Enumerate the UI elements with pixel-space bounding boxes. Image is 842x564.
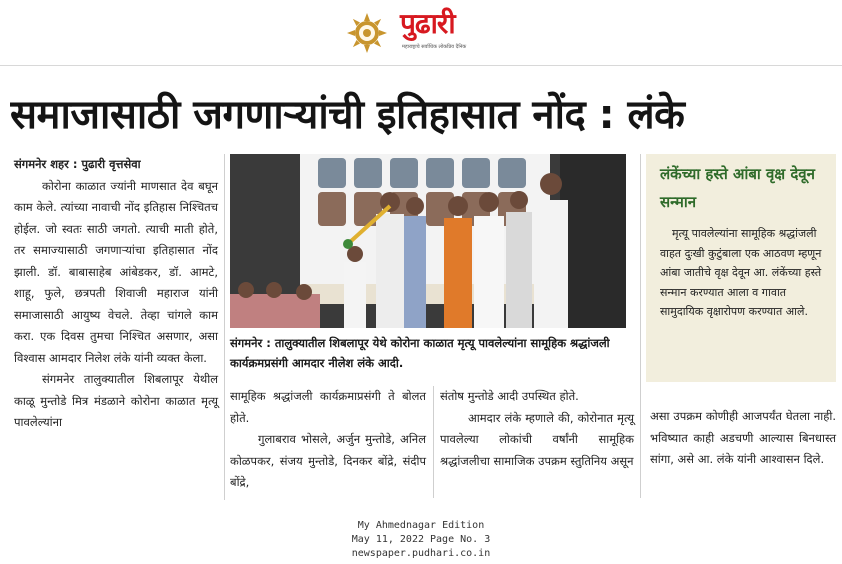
sidebar-box-title: लंकेंच्या हस्ते आंबा वृक्ष देवून सन्मान — [660, 165, 815, 211]
edition-name: My Ahmednagar Edition — [357, 520, 485, 531]
dateline: संगमनेर शहर : पुढारी वृत्तसेवा — [14, 157, 141, 171]
paragraph: संतोष मुन्तोडे आदी उपस्थित होते. — [440, 389, 579, 403]
column-divider — [640, 154, 641, 498]
sidebar-box — [646, 154, 836, 382]
article-column-2 — [230, 386, 426, 494]
paragraph: संगमनेर तालुक्यातील शिबलापूर येथील काळू मुन्तोडे मित्र मंडळाने कोरोना काळात मृत्यू पावलेल्यांना — [14, 372, 218, 429]
paragraph: सामूहिक श्रद्धांजली कार्यक्रमाप्रसंगी ते बोलत होते. — [230, 389, 426, 425]
paragraph: आमदार लंके म्हणाले की, कोरोनात मृत्यू पावलेल्या लोकांची वर्षांनी सामूहिक श्रद्धांजलीचा सामाजिक उपक्रम स्तुतिनिय असून — [440, 410, 634, 468]
article-column-3 — [440, 386, 634, 472]
event-photo — [230, 154, 626, 328]
article-column-4 — [650, 406, 836, 471]
column-divider — [433, 386, 434, 498]
edition-site: newspaper.pudhari.co.in — [351, 548, 491, 559]
event-photo-icon — [230, 154, 626, 328]
edition-date-page: May 11, 2022 Page No. 3 — [351, 534, 491, 545]
article-column-1 — [14, 154, 218, 434]
edition-footer — [0, 519, 842, 561]
masthead — [0, 0, 842, 66]
photo-caption: संगमनेर : तालुक्यातील शिबलापूर येथे कोरोना काळात मृत्यू पावलेल्यांना सामूहिक श्रद्धांजली कार्यक्रमप्रसंगी आमदार नीलेश लंके आदी. — [230, 336, 610, 370]
paragraph: कोरोना काळात ज्यांनी माणसात देव बघून काम केले. त्यांच्या नावाची नोंद इतिहास निश्चितच होईल. जो स्वतः साठी जगतो. त्याची माती होते, तर समाज्यासाठी जगणाऱ्यांचा इतिहासात नोंद झाली. डॉ. बाबासाहेब आंबेडकर, डॉ. आमटे, शाहू, फुले, छत्रपती शिवाजी महाराज यांनी समाजासाठी आयुष्य वेचले. तेव्हा चांगले काम करा. एक दिवस तुमचा निश्चित असणार, असा विश्वास आमदार निलेश लंके यांनी व्यक्त केला. — [14, 178, 218, 365]
brand-tagline: महाराष्ट्राचे सर्वाधिक लोकप्रिय दैनिक — [402, 44, 467, 50]
column-divider — [224, 154, 225, 500]
sun-emblem-icon — [346, 12, 388, 54]
brand-logo: पुढारी — [400, 7, 455, 40]
paragraph: गुलाबराव भोसले, अर्जुन मुन्तोडे, अनिल कोळपकर, संजय मुन्तोडे, दिनकर बोंद्रे, संदीप बोंद्रे, — [230, 432, 426, 489]
paragraph: असा उपक्रम कोणीही आजपर्यंत घेतला नाही. भविष्यात काही अडचणी आल्यास बिनधास्त सांगा, असे आ. लंके यांनी आश्वासन दिले. — [650, 409, 836, 466]
sidebar-box-body: मृत्यू पावलेल्यांना सामूहिक श्रद्धांजली वाहत दुःखी कुटुंबाला एक आठवण म्हणून आंबा जातीचे वृक्ष देवून आ. लंकेंच्या हस्ते सन्मान करण्यात आला व गावात सामुदायिक वृक्षारोपण करण्यात आले. — [660, 227, 822, 318]
headline: समाजासाठी जगणाऱ्यांची इतिहासात नोंद : लंके — [10, 92, 685, 138]
